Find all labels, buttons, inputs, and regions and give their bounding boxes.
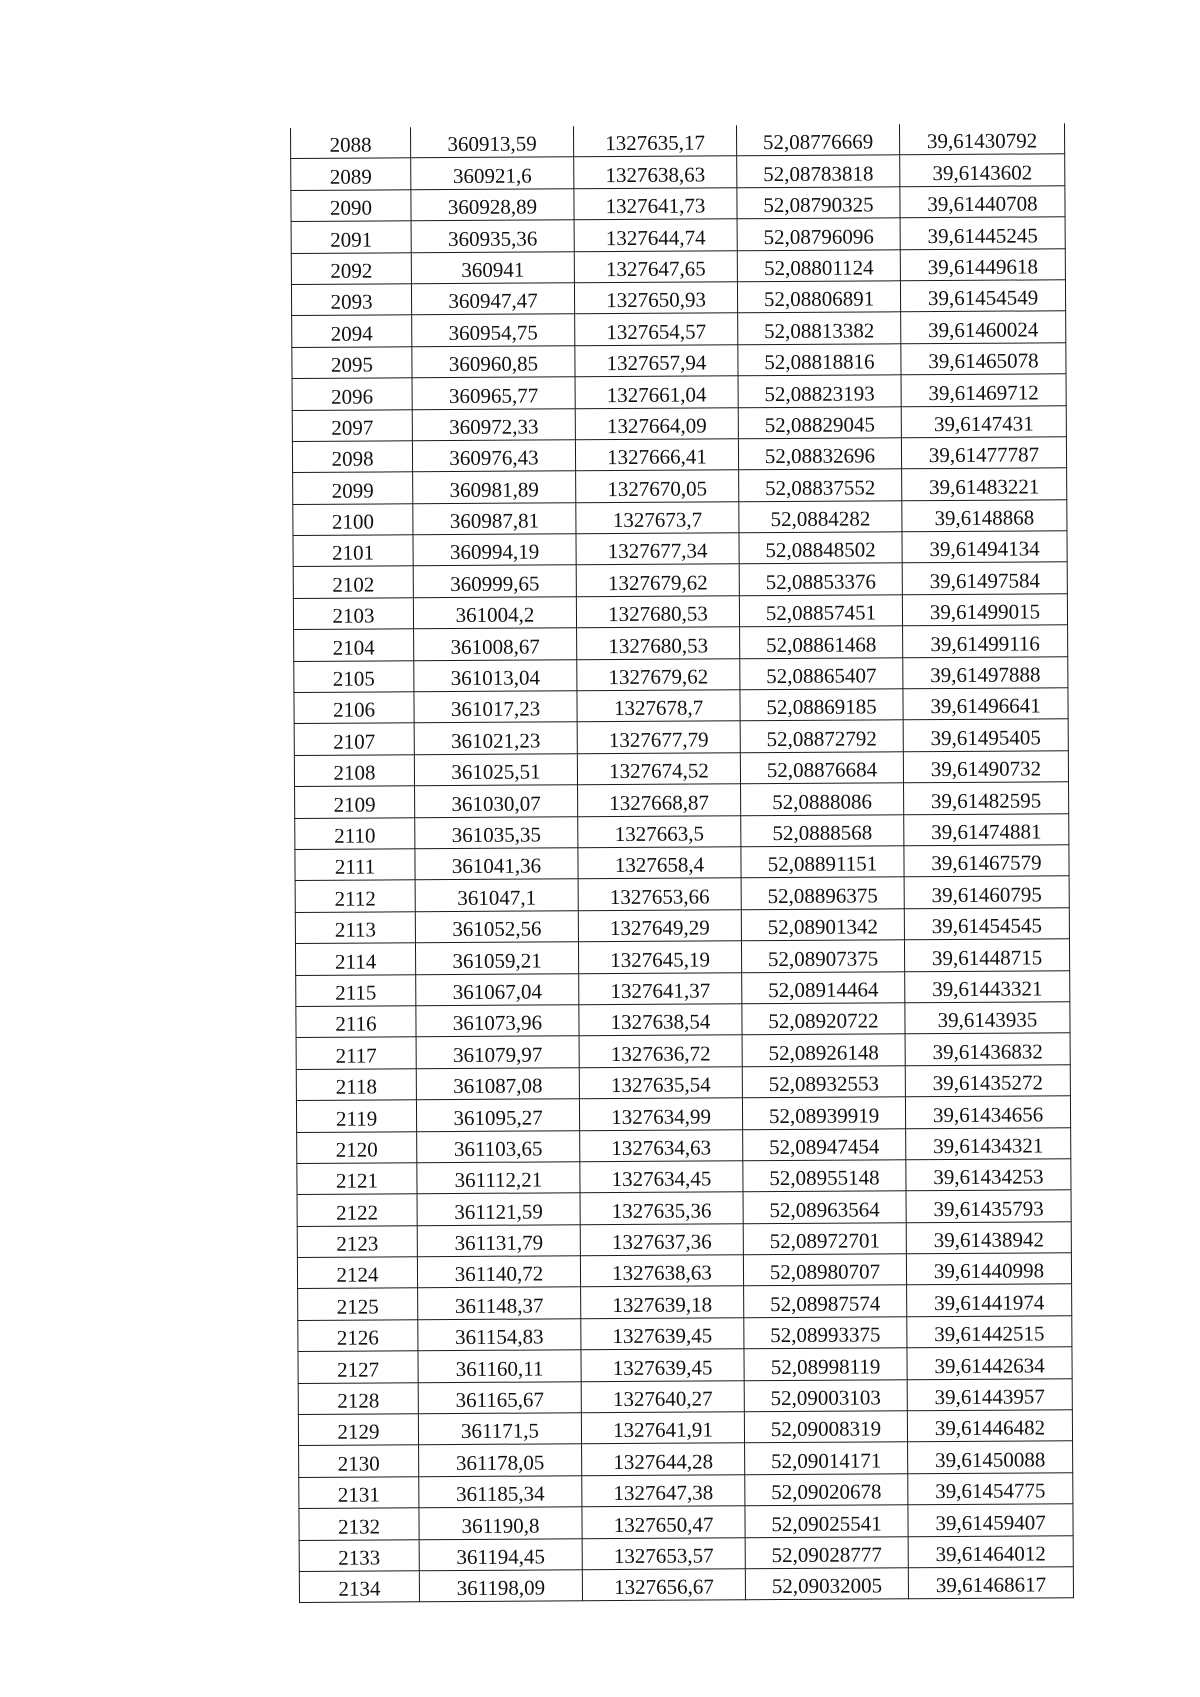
y-coordinate-cell: 1327649,29 xyxy=(578,910,741,942)
y-coordinate-cell: 1327664,09 xyxy=(575,407,738,439)
table-row xyxy=(299,1441,1073,1477)
x-coordinate-cell: 361041,36 xyxy=(415,848,578,880)
latitude-cell: 52,09014171 xyxy=(745,1442,908,1474)
point-number-cell: 2096 xyxy=(292,378,412,410)
x-coordinate-cell: 361148,37 xyxy=(418,1287,581,1319)
x-coordinate-cell: 360972,33 xyxy=(412,408,575,440)
point-number-cell: 2106 xyxy=(294,692,414,724)
y-coordinate-cell: 1327637,36 xyxy=(580,1223,743,1255)
x-coordinate-cell: 360999,65 xyxy=(413,565,576,597)
x-coordinate-cell: 361095,27 xyxy=(416,1099,579,1131)
point-number-cell: 2116 xyxy=(296,1006,416,1038)
x-coordinate-cell: 361073,96 xyxy=(416,1005,579,1037)
y-coordinate-cell: 1327634,99 xyxy=(579,1098,742,1130)
x-coordinate-cell: 361017,23 xyxy=(414,691,577,723)
table-row xyxy=(297,1127,1071,1163)
point-number-cell: 2124 xyxy=(297,1257,417,1289)
y-coordinate-cell: 1327663,5 xyxy=(578,815,741,847)
x-coordinate-cell: 361035,35 xyxy=(415,816,578,848)
table-row xyxy=(295,782,1069,818)
point-number-cell: 2119 xyxy=(296,1100,416,1132)
x-coordinate-cell: 361178,05 xyxy=(419,1444,582,1476)
point-number-cell: 2098 xyxy=(292,441,412,473)
table-row xyxy=(298,1316,1072,1352)
x-coordinate-cell: 360913,59 xyxy=(410,126,573,158)
point-number-cell: 2112 xyxy=(295,880,415,912)
x-coordinate-cell: 360994,19 xyxy=(413,534,576,566)
point-number-cell: 2125 xyxy=(298,1288,418,1320)
y-coordinate-cell: 1327635,36 xyxy=(580,1192,743,1224)
longitude-cell: 39,61477787 xyxy=(901,437,1066,469)
longitude-cell: 39,61497888 xyxy=(903,656,1068,688)
x-coordinate-cell: 361087,08 xyxy=(416,1067,579,1099)
table-row xyxy=(291,248,1065,284)
table-row xyxy=(297,1190,1071,1226)
table-row xyxy=(297,1253,1071,1289)
y-coordinate-cell: 1327656,67 xyxy=(582,1569,745,1601)
x-coordinate-cell: 361165,67 xyxy=(418,1381,581,1413)
x-coordinate-cell: 360935,36 xyxy=(411,220,574,252)
longitude-cell: 39,6143602 xyxy=(900,154,1065,186)
table-row xyxy=(296,970,1070,1006)
longitude-cell: 39,61468617 xyxy=(908,1567,1073,1599)
y-coordinate-cell: 1327636,72 xyxy=(579,1035,742,1067)
y-coordinate-cell: 1327679,62 xyxy=(576,564,739,596)
longitude-cell: 39,61442634 xyxy=(907,1347,1072,1379)
point-number-cell: 2131 xyxy=(299,1477,419,1509)
y-coordinate-cell: 1327653,57 xyxy=(582,1537,745,1569)
table-row xyxy=(299,1535,1073,1571)
table-row xyxy=(295,908,1069,944)
latitude-cell: 52,08829045 xyxy=(738,406,901,438)
table-row xyxy=(297,1221,1071,1257)
point-number-cell: 2113 xyxy=(295,912,415,944)
longitude-cell: 39,61490732 xyxy=(903,751,1068,783)
table-row xyxy=(296,1096,1070,1132)
point-number-cell: 2129 xyxy=(298,1414,418,1446)
longitude-cell: 39,61454775 xyxy=(908,1473,1073,1505)
latitude-cell: 52,08857451 xyxy=(739,595,902,627)
point-number-cell: 2107 xyxy=(294,723,414,755)
y-coordinate-cell: 1327647,65 xyxy=(574,250,737,282)
point-number-cell: 2099 xyxy=(293,472,413,504)
longitude-cell: 39,61467579 xyxy=(904,845,1069,877)
point-number-cell: 2100 xyxy=(293,503,413,535)
latitude-cell: 52,09020678 xyxy=(745,1474,908,1506)
latitude-cell: 52,08972701 xyxy=(743,1222,906,1254)
latitude-cell: 52,08987574 xyxy=(744,1285,907,1317)
x-coordinate-cell: 360976,43 xyxy=(412,440,575,472)
table-row xyxy=(294,751,1068,787)
x-coordinate-cell: 361190,8 xyxy=(419,1507,582,1539)
longitude-cell: 39,61434656 xyxy=(905,1096,1070,1128)
table-row xyxy=(295,939,1069,975)
x-coordinate-cell: 361140,72 xyxy=(417,1256,580,1288)
table-row xyxy=(292,311,1066,347)
y-coordinate-cell: 1327639,18 xyxy=(581,1286,744,1318)
longitude-cell: 39,61435272 xyxy=(905,1064,1070,1096)
latitude-cell: 52,08790325 xyxy=(737,187,900,219)
longitude-cell: 39,61441974 xyxy=(907,1284,1072,1316)
latitude-cell: 52,08876684 xyxy=(740,752,903,784)
x-coordinate-cell: 360947,47 xyxy=(411,283,574,315)
latitude-cell: 52,0888568 xyxy=(741,814,904,846)
y-coordinate-cell: 1327638,63 xyxy=(574,156,737,188)
y-coordinate-cell: 1327654,57 xyxy=(575,313,738,345)
longitude-cell: 39,61450088 xyxy=(908,1441,1073,1473)
y-coordinate-cell: 1327657,94 xyxy=(575,345,738,377)
longitude-cell: 39,61495405 xyxy=(903,719,1068,751)
point-number-cell: 2127 xyxy=(298,1351,418,1383)
x-coordinate-cell: 361194,45 xyxy=(419,1538,582,1570)
x-coordinate-cell: 361131,79 xyxy=(417,1224,580,1256)
point-number-cell: 2110 xyxy=(295,817,415,849)
x-coordinate-cell: 361079,97 xyxy=(416,1036,579,1068)
latitude-cell: 52,08901342 xyxy=(741,909,904,941)
latitude-cell: 52,08993375 xyxy=(744,1317,907,1349)
longitude-cell: 39,61434253 xyxy=(906,1159,1071,1191)
point-number-cell: 2108 xyxy=(294,755,414,787)
longitude-cell: 39,61430792 xyxy=(899,123,1064,155)
longitude-cell: 39,61464012 xyxy=(908,1535,1073,1567)
y-coordinate-cell: 1327653,66 xyxy=(578,878,741,910)
longitude-cell: 39,61469712 xyxy=(901,374,1066,406)
table-row xyxy=(293,468,1067,504)
table-row xyxy=(295,813,1069,849)
table-row xyxy=(292,374,1066,410)
x-coordinate-cell: 361008,67 xyxy=(414,628,577,660)
longitude-cell: 39,61459407 xyxy=(908,1504,1073,1536)
y-coordinate-cell: 1327641,91 xyxy=(581,1412,744,1444)
y-coordinate-cell: 1327638,54 xyxy=(579,1004,742,1036)
latitude-cell: 52,08947454 xyxy=(743,1128,906,1160)
y-coordinate-cell: 1327679,62 xyxy=(577,658,740,690)
x-coordinate-cell: 361112,21 xyxy=(417,1162,580,1194)
table-row xyxy=(296,1002,1070,1038)
table-row xyxy=(294,625,1068,661)
longitude-cell: 39,61494134 xyxy=(902,531,1067,563)
y-coordinate-cell: 1327650,47 xyxy=(582,1506,745,1538)
x-coordinate-cell: 361121,59 xyxy=(417,1193,580,1225)
x-coordinate-cell: 361154,83 xyxy=(418,1319,581,1351)
y-coordinate-cell: 1327644,74 xyxy=(574,219,737,251)
point-number-cell: 2105 xyxy=(294,660,414,692)
y-coordinate-cell: 1327650,93 xyxy=(574,282,737,314)
x-coordinate-cell: 361198,09 xyxy=(419,1570,582,1602)
latitude-cell: 52,08806891 xyxy=(737,281,900,313)
x-coordinate-cell: 361013,04 xyxy=(414,659,577,691)
x-coordinate-cell: 360928,89 xyxy=(411,189,574,221)
longitude-cell: 39,61499116 xyxy=(903,625,1068,657)
table-row xyxy=(293,562,1067,598)
table-row xyxy=(294,688,1068,724)
table-row xyxy=(298,1378,1072,1414)
latitude-cell: 52,08832696 xyxy=(738,438,901,470)
latitude-cell: 52,08776669 xyxy=(736,124,899,156)
coordinates-table xyxy=(290,123,1074,1603)
y-coordinate-cell: 1327641,37 xyxy=(579,972,742,1004)
y-coordinate-cell: 1327641,73 xyxy=(574,188,737,220)
y-coordinate-cell: 1327661,04 xyxy=(575,376,738,408)
table-row xyxy=(292,405,1066,441)
point-number-cell: 2122 xyxy=(297,1194,417,1226)
table-row xyxy=(291,154,1065,190)
x-coordinate-cell: 360960,85 xyxy=(412,345,575,377)
y-coordinate-cell: 1327677,34 xyxy=(576,533,739,565)
latitude-cell: 52,08869185 xyxy=(740,689,903,721)
table-row xyxy=(299,1567,1073,1603)
point-number-cell: 2097 xyxy=(292,409,412,441)
y-coordinate-cell: 1327639,45 xyxy=(581,1349,744,1381)
x-coordinate-cell: 361059,21 xyxy=(415,942,578,974)
point-number-cell: 2117 xyxy=(296,1037,416,1069)
latitude-cell: 52,08926148 xyxy=(742,1034,905,1066)
x-coordinate-cell: 361067,04 xyxy=(416,973,579,1005)
longitude-cell: 39,61496641 xyxy=(903,688,1068,720)
longitude-cell: 39,61454545 xyxy=(904,908,1069,940)
latitude-cell: 52,09008319 xyxy=(744,1411,907,1443)
longitude-cell: 39,61497584 xyxy=(902,562,1067,594)
table-row xyxy=(296,1033,1070,1069)
x-coordinate-cell: 361103,65 xyxy=(417,1130,580,1162)
y-coordinate-cell: 1327673,7 xyxy=(576,501,739,533)
x-coordinate-cell: 360965,77 xyxy=(412,377,575,409)
latitude-cell: 52,08998119 xyxy=(744,1348,907,1380)
latitude-cell: 52,08932553 xyxy=(742,1065,905,1097)
y-coordinate-cell: 1327645,19 xyxy=(578,941,741,973)
table-row xyxy=(294,656,1068,692)
coordinates-table-body xyxy=(291,123,1074,1603)
table-row xyxy=(291,280,1065,316)
x-coordinate-cell: 360987,81 xyxy=(413,502,576,534)
table-row xyxy=(293,499,1067,535)
y-coordinate-cell: 1327640,27 xyxy=(581,1380,744,1412)
y-coordinate-cell: 1327635,17 xyxy=(573,125,736,157)
latitude-cell: 52,08823193 xyxy=(738,375,901,407)
point-number-cell: 2121 xyxy=(297,1163,417,1195)
table-row xyxy=(291,123,1065,159)
point-number-cell: 2130 xyxy=(299,1445,419,1477)
longitude-cell: 39,6147431 xyxy=(901,405,1066,437)
point-number-cell: 2095 xyxy=(292,346,412,378)
latitude-cell: 52,08783818 xyxy=(737,155,900,187)
table-row xyxy=(292,437,1066,473)
latitude-cell: 52,08907375 xyxy=(741,940,904,972)
y-coordinate-cell: 1327666,41 xyxy=(575,439,738,471)
x-coordinate-cell: 361160,11 xyxy=(418,1350,581,1382)
latitude-cell: 52,08891151 xyxy=(741,846,904,878)
longitude-cell: 39,61440998 xyxy=(906,1253,1071,1285)
x-coordinate-cell: 361047,1 xyxy=(415,879,578,911)
x-coordinate-cell: 361025,51 xyxy=(414,754,577,786)
longitude-cell: 39,61442515 xyxy=(907,1316,1072,1348)
longitude-cell: 39,61435793 xyxy=(906,1190,1071,1222)
latitude-cell: 52,08980707 xyxy=(743,1254,906,1286)
y-coordinate-cell: 1327678,7 xyxy=(577,690,740,722)
latitude-cell: 52,0888086 xyxy=(741,783,904,815)
point-number-cell: 2089 xyxy=(291,158,411,190)
table-row xyxy=(293,531,1067,567)
y-coordinate-cell: 1327635,54 xyxy=(579,1066,742,1098)
x-coordinate-cell: 360921,6 xyxy=(411,157,574,189)
longitude-cell: 39,61465078 xyxy=(901,342,1066,374)
x-coordinate-cell: 360981,89 xyxy=(413,471,576,503)
point-number-cell: 2088 xyxy=(291,127,411,159)
point-number-cell: 2123 xyxy=(297,1225,417,1257)
point-number-cell: 2128 xyxy=(298,1382,418,1414)
longitude-cell: 39,6143935 xyxy=(905,1002,1070,1034)
x-coordinate-cell: 361021,23 xyxy=(414,722,577,754)
y-coordinate-cell: 1327677,79 xyxy=(577,721,740,753)
x-coordinate-cell: 361185,34 xyxy=(419,1476,582,1508)
longitude-cell: 39,61474881 xyxy=(904,813,1069,845)
table-row xyxy=(294,719,1068,755)
latitude-cell: 52,08865407 xyxy=(740,657,903,689)
longitude-cell: 39,61454549 xyxy=(900,280,1065,312)
latitude-cell: 52,08963564 xyxy=(743,1191,906,1223)
x-coordinate-cell: 361004,2 xyxy=(413,597,576,629)
x-coordinate-cell: 360941 xyxy=(411,251,574,283)
point-number-cell: 2134 xyxy=(299,1571,419,1603)
longitude-cell: 39,61446482 xyxy=(907,1410,1072,1442)
point-number-cell: 2118 xyxy=(296,1068,416,1100)
point-number-cell: 2132 xyxy=(299,1508,419,1540)
table-row xyxy=(295,845,1069,881)
table-row xyxy=(298,1347,1072,1383)
latitude-cell: 52,08818816 xyxy=(738,344,901,376)
longitude-cell: 39,61443321 xyxy=(905,970,1070,1002)
latitude-cell: 52,08861468 xyxy=(740,626,903,658)
x-coordinate-cell: 360954,75 xyxy=(412,314,575,346)
latitude-cell: 52,08853376 xyxy=(739,563,902,595)
table-row xyxy=(298,1284,1072,1320)
table-row xyxy=(298,1410,1072,1446)
longitude-cell: 39,6148868 xyxy=(902,499,1067,531)
point-number-cell: 2126 xyxy=(298,1320,418,1352)
point-number-cell: 2133 xyxy=(299,1539,419,1571)
y-coordinate-cell: 1327674,52 xyxy=(577,753,740,785)
table-row xyxy=(299,1473,1073,1509)
point-number-cell: 2114 xyxy=(295,943,415,975)
table-row xyxy=(299,1504,1073,1540)
y-coordinate-cell: 1327680,53 xyxy=(577,627,740,659)
latitude-cell: 52,09032005 xyxy=(745,1568,908,1600)
latitude-cell: 52,09003103 xyxy=(744,1379,907,1411)
table-row xyxy=(295,876,1069,912)
y-coordinate-cell: 1327680,53 xyxy=(576,596,739,628)
latitude-cell: 52,08813382 xyxy=(738,312,901,344)
x-coordinate-cell: 361171,5 xyxy=(418,1413,581,1445)
latitude-cell: 52,08796096 xyxy=(737,218,900,250)
point-number-cell: 2104 xyxy=(294,629,414,661)
table-row xyxy=(291,217,1065,253)
longitude-cell: 39,61438942 xyxy=(906,1221,1071,1253)
coordinates-table-container xyxy=(290,123,1073,1603)
longitude-cell: 39,61434321 xyxy=(906,1127,1071,1159)
latitude-cell: 52,08801124 xyxy=(737,249,900,281)
x-coordinate-cell: 361030,07 xyxy=(415,785,578,817)
longitude-cell: 39,61443957 xyxy=(907,1378,1072,1410)
longitude-cell: 39,61482595 xyxy=(904,782,1069,814)
point-number-cell: 2090 xyxy=(291,190,411,222)
point-number-cell: 2094 xyxy=(292,315,412,347)
latitude-cell: 52,0884282 xyxy=(739,500,902,532)
point-number-cell: 2115 xyxy=(296,974,416,1006)
y-coordinate-cell: 1327634,63 xyxy=(580,1129,743,1161)
point-number-cell: 2120 xyxy=(297,1131,417,1163)
y-coordinate-cell: 1327644,28 xyxy=(582,1443,745,1475)
y-coordinate-cell: 1327639,45 xyxy=(581,1318,744,1350)
y-coordinate-cell: 1327668,87 xyxy=(578,784,741,816)
longitude-cell: 39,61445245 xyxy=(900,217,1065,249)
y-coordinate-cell: 1327658,4 xyxy=(578,847,741,879)
latitude-cell: 52,08939919 xyxy=(742,1097,905,1129)
latitude-cell: 52,08896375 xyxy=(741,877,904,909)
longitude-cell: 39,61483221 xyxy=(902,468,1067,500)
y-coordinate-cell: 1327634,45 xyxy=(580,1161,743,1193)
table-row xyxy=(296,1064,1070,1100)
table-row xyxy=(292,342,1066,378)
y-coordinate-cell: 1327638,63 xyxy=(580,1255,743,1287)
latitude-cell: 52,08914464 xyxy=(742,971,905,1003)
y-coordinate-cell: 1327670,05 xyxy=(576,470,739,502)
longitude-cell: 39,61436832 xyxy=(905,1033,1070,1065)
longitude-cell: 39,61499015 xyxy=(902,594,1067,626)
y-coordinate-cell: 1327647,38 xyxy=(582,1475,745,1507)
point-number-cell: 2111 xyxy=(295,849,415,881)
latitude-cell: 52,09028777 xyxy=(745,1536,908,1568)
point-number-cell: 2093 xyxy=(291,284,411,316)
table-row xyxy=(291,186,1065,222)
point-number-cell: 2101 xyxy=(293,535,413,567)
table-row xyxy=(293,594,1067,630)
longitude-cell: 39,61448715 xyxy=(904,939,1069,971)
longitude-cell: 39,61449618 xyxy=(900,248,1065,280)
latitude-cell: 52,08872792 xyxy=(740,720,903,752)
latitude-cell: 52,08920722 xyxy=(742,1003,905,1035)
latitude-cell: 52,09025541 xyxy=(745,1505,908,1537)
longitude-cell: 39,61460024 xyxy=(901,311,1066,343)
latitude-cell: 52,08837552 xyxy=(739,469,902,501)
point-number-cell: 2092 xyxy=(291,252,411,284)
point-number-cell: 2103 xyxy=(293,598,413,630)
table-row xyxy=(297,1159,1071,1195)
longitude-cell: 39,61440708 xyxy=(900,186,1065,218)
latitude-cell: 52,08848502 xyxy=(739,532,902,564)
longitude-cell: 39,61460795 xyxy=(904,876,1069,908)
latitude-cell: 52,08955148 xyxy=(743,1160,906,1192)
x-coordinate-cell: 361052,56 xyxy=(415,911,578,943)
point-number-cell: 2109 xyxy=(295,786,415,818)
point-number-cell: 2091 xyxy=(291,221,411,253)
point-number-cell: 2102 xyxy=(293,566,413,598)
